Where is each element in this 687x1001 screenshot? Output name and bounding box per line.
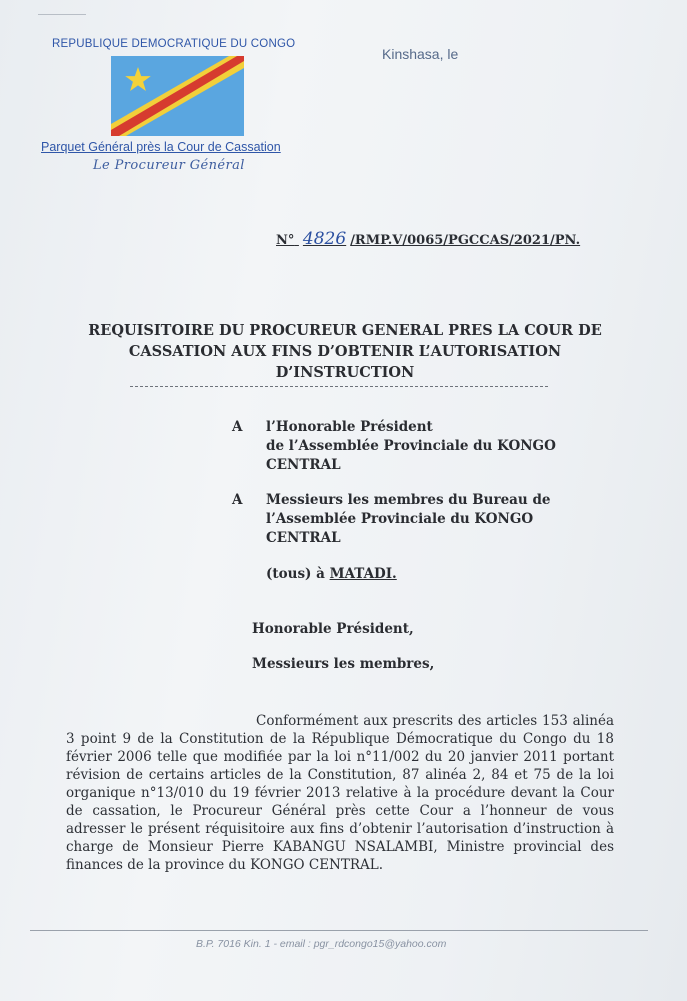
top-rule (38, 14, 86, 15)
addressee-letter: A (232, 492, 243, 508)
location-city: MATADI. (329, 566, 397, 582)
addressee-letter: A (232, 419, 243, 435)
salutation-members: Messieurs les membres, (252, 656, 435, 672)
body-paragraph: Conformément aux prescrits des articles 153 alinéa 3 point 9 de la Constitution de la République Démocratique du Congo du 18 février 2006 telle que modifiée par la loi n°11/002 du 20 janvier 2011 portant révision de certains articles de la Constitution, 87 alinéa 2, 84 et 75 de la loi organique n°13/010 du 19 février 2013 relative à la procédure devant la Cour de cassation, le Procureur Général près cette Cour a l’honneur de vous adresser le présent réquisitoire aux fins d’obtenir l’autorisation d’instruction à charge de Monsieur Pierre KABANGU NSALAMBI, Ministre provincial des finances de la province du KONGO CENTRAL. (66, 713, 614, 873)
place-date: Kinshasa, le (382, 46, 459, 62)
addressee-line: l’Honorable Président (266, 419, 433, 435)
addressee-line: l’Assemblée Provinciale du KONGO (266, 511, 534, 527)
signature-line: Le Procureur Général (93, 158, 245, 173)
addressee-location (266, 565, 397, 584)
addressee-line: CENTRAL (266, 530, 341, 546)
addressee-line: de l’Assemblée Provinciale du KONGO (266, 438, 556, 454)
country-name: REPUBLIQUE DEMOCRATIQUE DU CONGO (52, 38, 296, 50)
title-separator (130, 386, 548, 387)
reference-number (276, 229, 580, 249)
addressee-line: Messieurs les membres du Bureau de (266, 492, 551, 508)
drc-flag (111, 56, 244, 136)
addressee-line: CENTRAL (266, 457, 341, 473)
document-title: REQUISITOIRE DU PROCUREUR GENERAL PRES LA COUR DE CASSATION AUX FINS D’OBTENIR L’AUTORISATION D’INSTRUCTION (88, 322, 602, 381)
footer-rule (30, 930, 648, 931)
salutation-president: Honorable Président, (252, 621, 414, 637)
footer-contact: B.P. 7016 Kin. 1 - email : pgr_rdcongo15@yahoo.com (196, 938, 447, 950)
addressee-bureau (266, 491, 576, 548)
handwritten-number: 4826 (302, 229, 347, 249)
location-prefix: (tous) à (266, 566, 330, 582)
office-name: Parquet Général près la Cour de Cassation (41, 140, 281, 154)
reference-prefix: N° (276, 233, 295, 248)
reference-code: /RMP.V/0065/PGCCAS/2021/PN. (350, 233, 581, 248)
addressee-president (266, 418, 576, 475)
